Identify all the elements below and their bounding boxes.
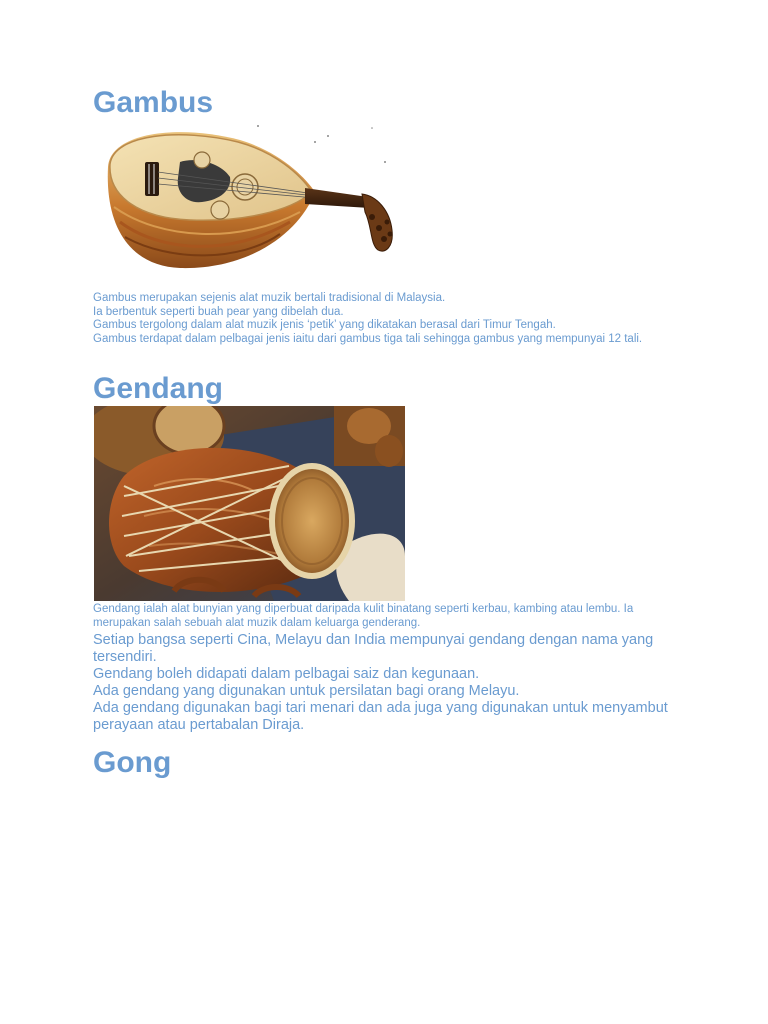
gendang-line-3: Ada gendang yang digunakan untuk persilatan bagi orang Melayu.	[93, 683, 520, 699]
heading-gong: Gong	[93, 746, 172, 779]
gambus-line-3: Gambus tergolong dalam alat muzik jenis ‘petik’ yang dikatakan berasal dari Timur Tengah.	[93, 319, 556, 331]
heading-gambus: Gambus	[93, 86, 214, 119]
gendang-description-large	[93, 632, 683, 734]
gambus-line-4: Gambus terdapat dalam pelbagai jenis iaitu dari gambus tiga tali sehingga gambus yang mempunyai 12 tali.	[93, 332, 643, 345]
gendang-line-2: Gendang boleh didapati dalam pelbagai saiz dan kegunaan.	[93, 666, 480, 682]
gendang-line-4: Ada gendang digunakan bagi tari menari dan ada juga yang digunakan untuk menyambut perayaan atau pertabalan Diraja.	[93, 700, 668, 733]
gambus-description	[93, 292, 683, 346]
gendang-small-line-1: Gendang ialah alat bunyian yang diperbuat daripada kulit binatang seperti kerbau, kambing atau lembu. Ia merupakan salah sebuah alat muzik dalam keluarga genderang.	[93, 603, 634, 629]
gendang-drum-image	[94, 406, 405, 601]
gendang-description-small	[93, 603, 683, 630]
gambus-line-1: Gambus merupakan sejenis alat muzik bertali tradisional di Malaysia.	[93, 292, 446, 304]
heading-gendang: Gendang	[93, 372, 224, 405]
gambus-lute-image	[100, 122, 400, 272]
gendang-line-1: Setiap bangsa seperti Cina, Melayu dan India mempunyai gendang dengan nama yang tersendiri.	[93, 632, 654, 665]
gambus-line-2: Ia berbentuk seperti buah pear yang dibelah dua.	[93, 305, 344, 318]
